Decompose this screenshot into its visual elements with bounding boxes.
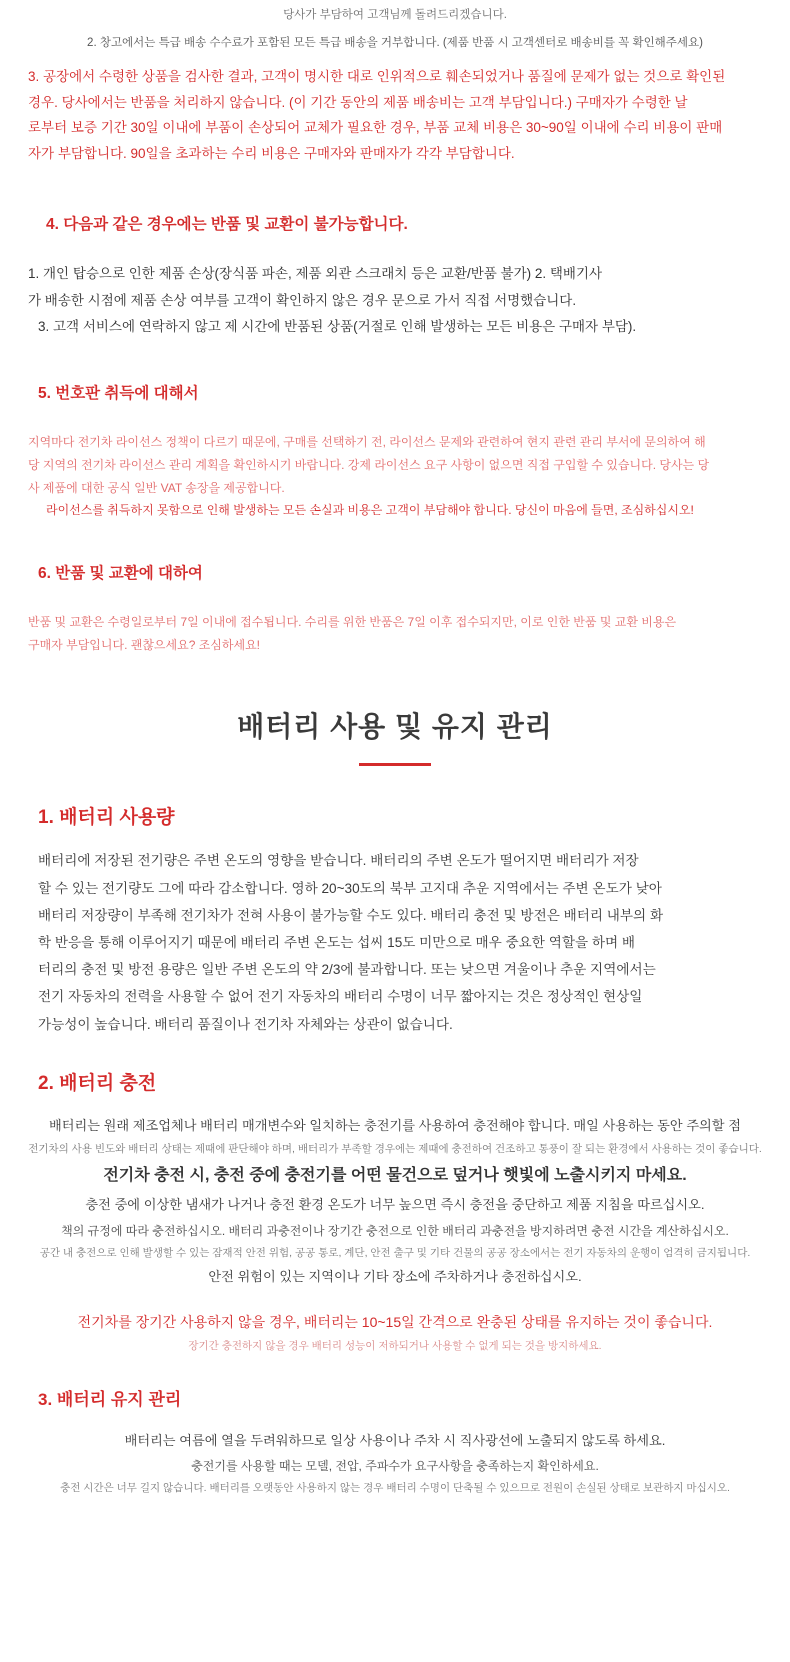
battery-usage-line-4: 학 반응을 통해 이루어지기 때문에 배터리 주변 온도는 섭씨 15도 미만으로 매우 중요한 역할을 하며 배 (38, 934, 636, 950)
clause-4-line-1: 1. 개인 탑승으로 인한 제품 손상(장식품 파손, 제품 외관 스크래치 등은 교환/반품 불가) 2. 택배기사 (28, 266, 603, 282)
battery-usage-line-6: 전기 자동차의 전력을 사용할 수 없어 전기 자동차의 배터리 수명이 너무 짧아지는 것은 정상적인 현상일 (38, 989, 643, 1005)
clause-4-line-2: 가 배송한 시점에 제품 손상 여부를 고객이 확인하지 않은 경우 문으로 가서 직접 서명했습니다. (28, 292, 577, 308)
title-divider (359, 763, 431, 766)
battery-usage-heading: 1. 배터리 사용량 (38, 807, 175, 829)
clause-4-block (0, 213, 790, 341)
clause-5-line-2: 당 지역의 전기차 라이선스 관리 계획을 확인하시기 바랍니다. 강제 라이선스 요구 사항이 없으면 직접 구입할 수 있습니다. 당사는 당 (28, 457, 710, 472)
battery-charging-line-8: 전기차를 장기간 사용하지 않을 경우, 배터리는 10~15일 간격으로 완충된 상태를 유지하는 것이 좋습니다. (77, 1313, 713, 1330)
clause-6-line-1: 반품 및 교환은 수령일로부터 7일 이내에 접수됩니다. 수리를 위한 반품은 7일 이후 접수되지만, 이로 인한 반품 및 교환 비용은 (28, 615, 677, 630)
clause-5-line-4: 라이선스를 취득하지 못함으로 인해 발생하는 모든 손실과 비용은 고객이 부담해야 합니다. 당신이 마음에 들면, 조심하십시오! (46, 503, 694, 518)
battery-charging-heading: 2. 배터리 충전 (38, 1072, 157, 1094)
battery-charging-line-3: 전기차 충전 시, 충전 중에 충전기를 어떤 물건으로 덮거나 햇빛에 노출시키지 마세요. (103, 1167, 687, 1185)
clause-6-block (0, 562, 790, 656)
battery-charging-line-1: 배터리는 원래 제조업체나 배터리 매개변수와 일치하는 충전기를 사용하여 충전해야 합니다. 매일 사용하는 동안 주의할 점 (49, 1117, 741, 1133)
battery-charging-line-4: 충전 중에 이상한 냄새가 나거나 충전 환경 온도가 너무 높으면 즉시 충전을 중단하고 제품 지침을 따르십시오. (85, 1197, 705, 1213)
battery-usage-line-2: 할 수 있는 전기량도 그에 따라 감소합니다. 영하 20~30도의 북부 고지대 추운 지역에서는 주변 온도가 낮아 (38, 880, 662, 896)
battery-maintenance-line-2: 충전기를 사용할 때는 모델, 전압, 주파수가 요구사항을 충족하는지 확인하세요. (191, 1459, 599, 1474)
clause-3-line-3: 로부터 보증 기간 30일 이내에 부품이 손상되어 교체가 필요한 경우, 부품 교체 비용은 30~90일 이내에 수리 비용이 판매 (28, 120, 723, 136)
battery-charging-block (0, 1068, 790, 1357)
clause-6-heading: 6. 반품 및 교환에 대하여 (38, 565, 203, 583)
clause-4-line-3: 3. 고객 서비스에 연락하지 않고 제 시간에 반품된 상품(거절로 인해 발생하는 모든 비용은 구매자 부담). (38, 318, 637, 334)
top-note-line-2: 2. 창고에서는 특급 배송 수수료가 포함된 모든 특급 배송을 거부합니다. (제품 반품 시 고객센터로 배송비를 꼭 확인해주세요) (87, 37, 703, 49)
battery-usage-line-3: 배터리 저장량이 부족해 전기차가 전혀 사용이 불가능할 수도 있다. 배터리 충전 및 방전은 배터리 내부의 화 (38, 907, 664, 923)
clause-3-line-4: 자가 부담합니다. 90일을 초과하는 수리 비용은 구매자와 판매자가 각각 부담합니다. (28, 145, 515, 161)
battery-maintenance-heading: 3. 배터리 유지 관리 (38, 1389, 182, 1409)
battery-maintenance-block (0, 1385, 790, 1499)
top-note-line-1: 당사가 부담하여 고객님께 돌려드리겠습니다. (283, 9, 507, 21)
battery-usage-block (0, 802, 790, 1037)
clause-3-line-1: 3. 공장에서 수령한 상품을 검사한 결과, 고객이 명시한 대로 인위적으로 훼손되었거나 품질에 문제가 없는 것으로 확인된 (28, 69, 726, 84)
clause-3-block (0, 64, 790, 167)
battery-section-title: 배터리 사용 및 유지 관리 (237, 710, 553, 742)
battery-usage-line-1: 배터리에 저장된 전기량은 주변 온도의 영향을 받습니다. 배터리의 주변 온도가 떨어지면 배터리가 저장 (38, 853, 639, 869)
clause-5-heading: 5. 번호판 취득에 대해서 (38, 385, 199, 403)
battery-usage-line-5: 터리의 충전 및 방전 용량은 일반 주변 온도의 약 2/3에 불과합니다. 또는 낮으면 겨울이나 추운 지역에서는 (38, 962, 656, 978)
clause-6-line-2: 구매자 부담입니다. 괜찮으세요? 조심하세요! (28, 637, 261, 652)
clause-4-heading: 4. 다음과 같은 경우에는 반품 및 교환이 불가능합니다. (46, 215, 408, 233)
battery-charging-line-6: 공간 내 충전으로 인해 발생할 수 있는 잠재적 안전 위험, 공공 통로, 계단, 안전 출구 및 기타 건물의 공공 장소에서는 전기 자동차의 운행이 엄격히 금지됩니다. (39, 1246, 751, 1259)
battery-maintenance-line-1: 배터리는 여름에 열을 두려워하므로 일상 사용이나 주차 시 직사광선에 노출되지 않도록 하세요. (124, 1432, 666, 1448)
clause-3-line-2: 경우. 당사에서는 반품을 처리하지 않습니다. (이 기간 동안의 제품 배송비는 고객 부담입니다.) 구매자가 수령한 날 (28, 94, 688, 110)
top-notes-block (0, 0, 790, 50)
battery-charging-line-9: 장기간 충전하지 않을 경우 배터리 성능이 저하되거나 사용할 수 없게 되는 것을 방지하세요. (188, 1339, 602, 1352)
battery-charging-line-5: 책의 규정에 따라 충전하십시오. 배터리 과충전이나 장기간 충전으로 인한 배터리 과충전을 방지하려면 충전 시간을 계산하십시오. (61, 1223, 729, 1238)
clause-5-line-3: 사 제품에 대한 공식 일반 VAT 송장을 제공합니다. (28, 480, 285, 495)
clause-5-line-1: 지역마다 전기차 라이선스 정책이 다르기 때문에, 구매를 선택하기 전, 라이선스 문제와 관련하여 현지 관련 관리 부서에 문의하여 해 (28, 435, 706, 450)
battery-maintenance-line-3: 충전 시간은 너무 길지 않습니다. 배터리를 오랫동안 사용하지 않는 경우 배터리 수명이 단축될 수 있으므로 전원이 손실된 상태로 보관하지 마십시오. (60, 1482, 730, 1495)
battery-charging-line-7: 안전 위험이 있는 지역이나 기타 장소에 주차하거나 충전하십시오. (208, 1268, 582, 1284)
clause-5-block (0, 382, 790, 522)
battery-charging-line-2: 전기차의 사용 빈도와 배터리 상태는 제때에 판단해야 하며, 배터리가 부족할 경우에는 제때에 충전하여 건조하고 통풍이 잘 되는 환경에서 사용하는 것이 좋습니다. (28, 1143, 762, 1156)
battery-usage-line-7: 가능성이 높습니다. 배터리 품질이나 전기차 자체와는 상관이 없습니다. (38, 1016, 453, 1032)
